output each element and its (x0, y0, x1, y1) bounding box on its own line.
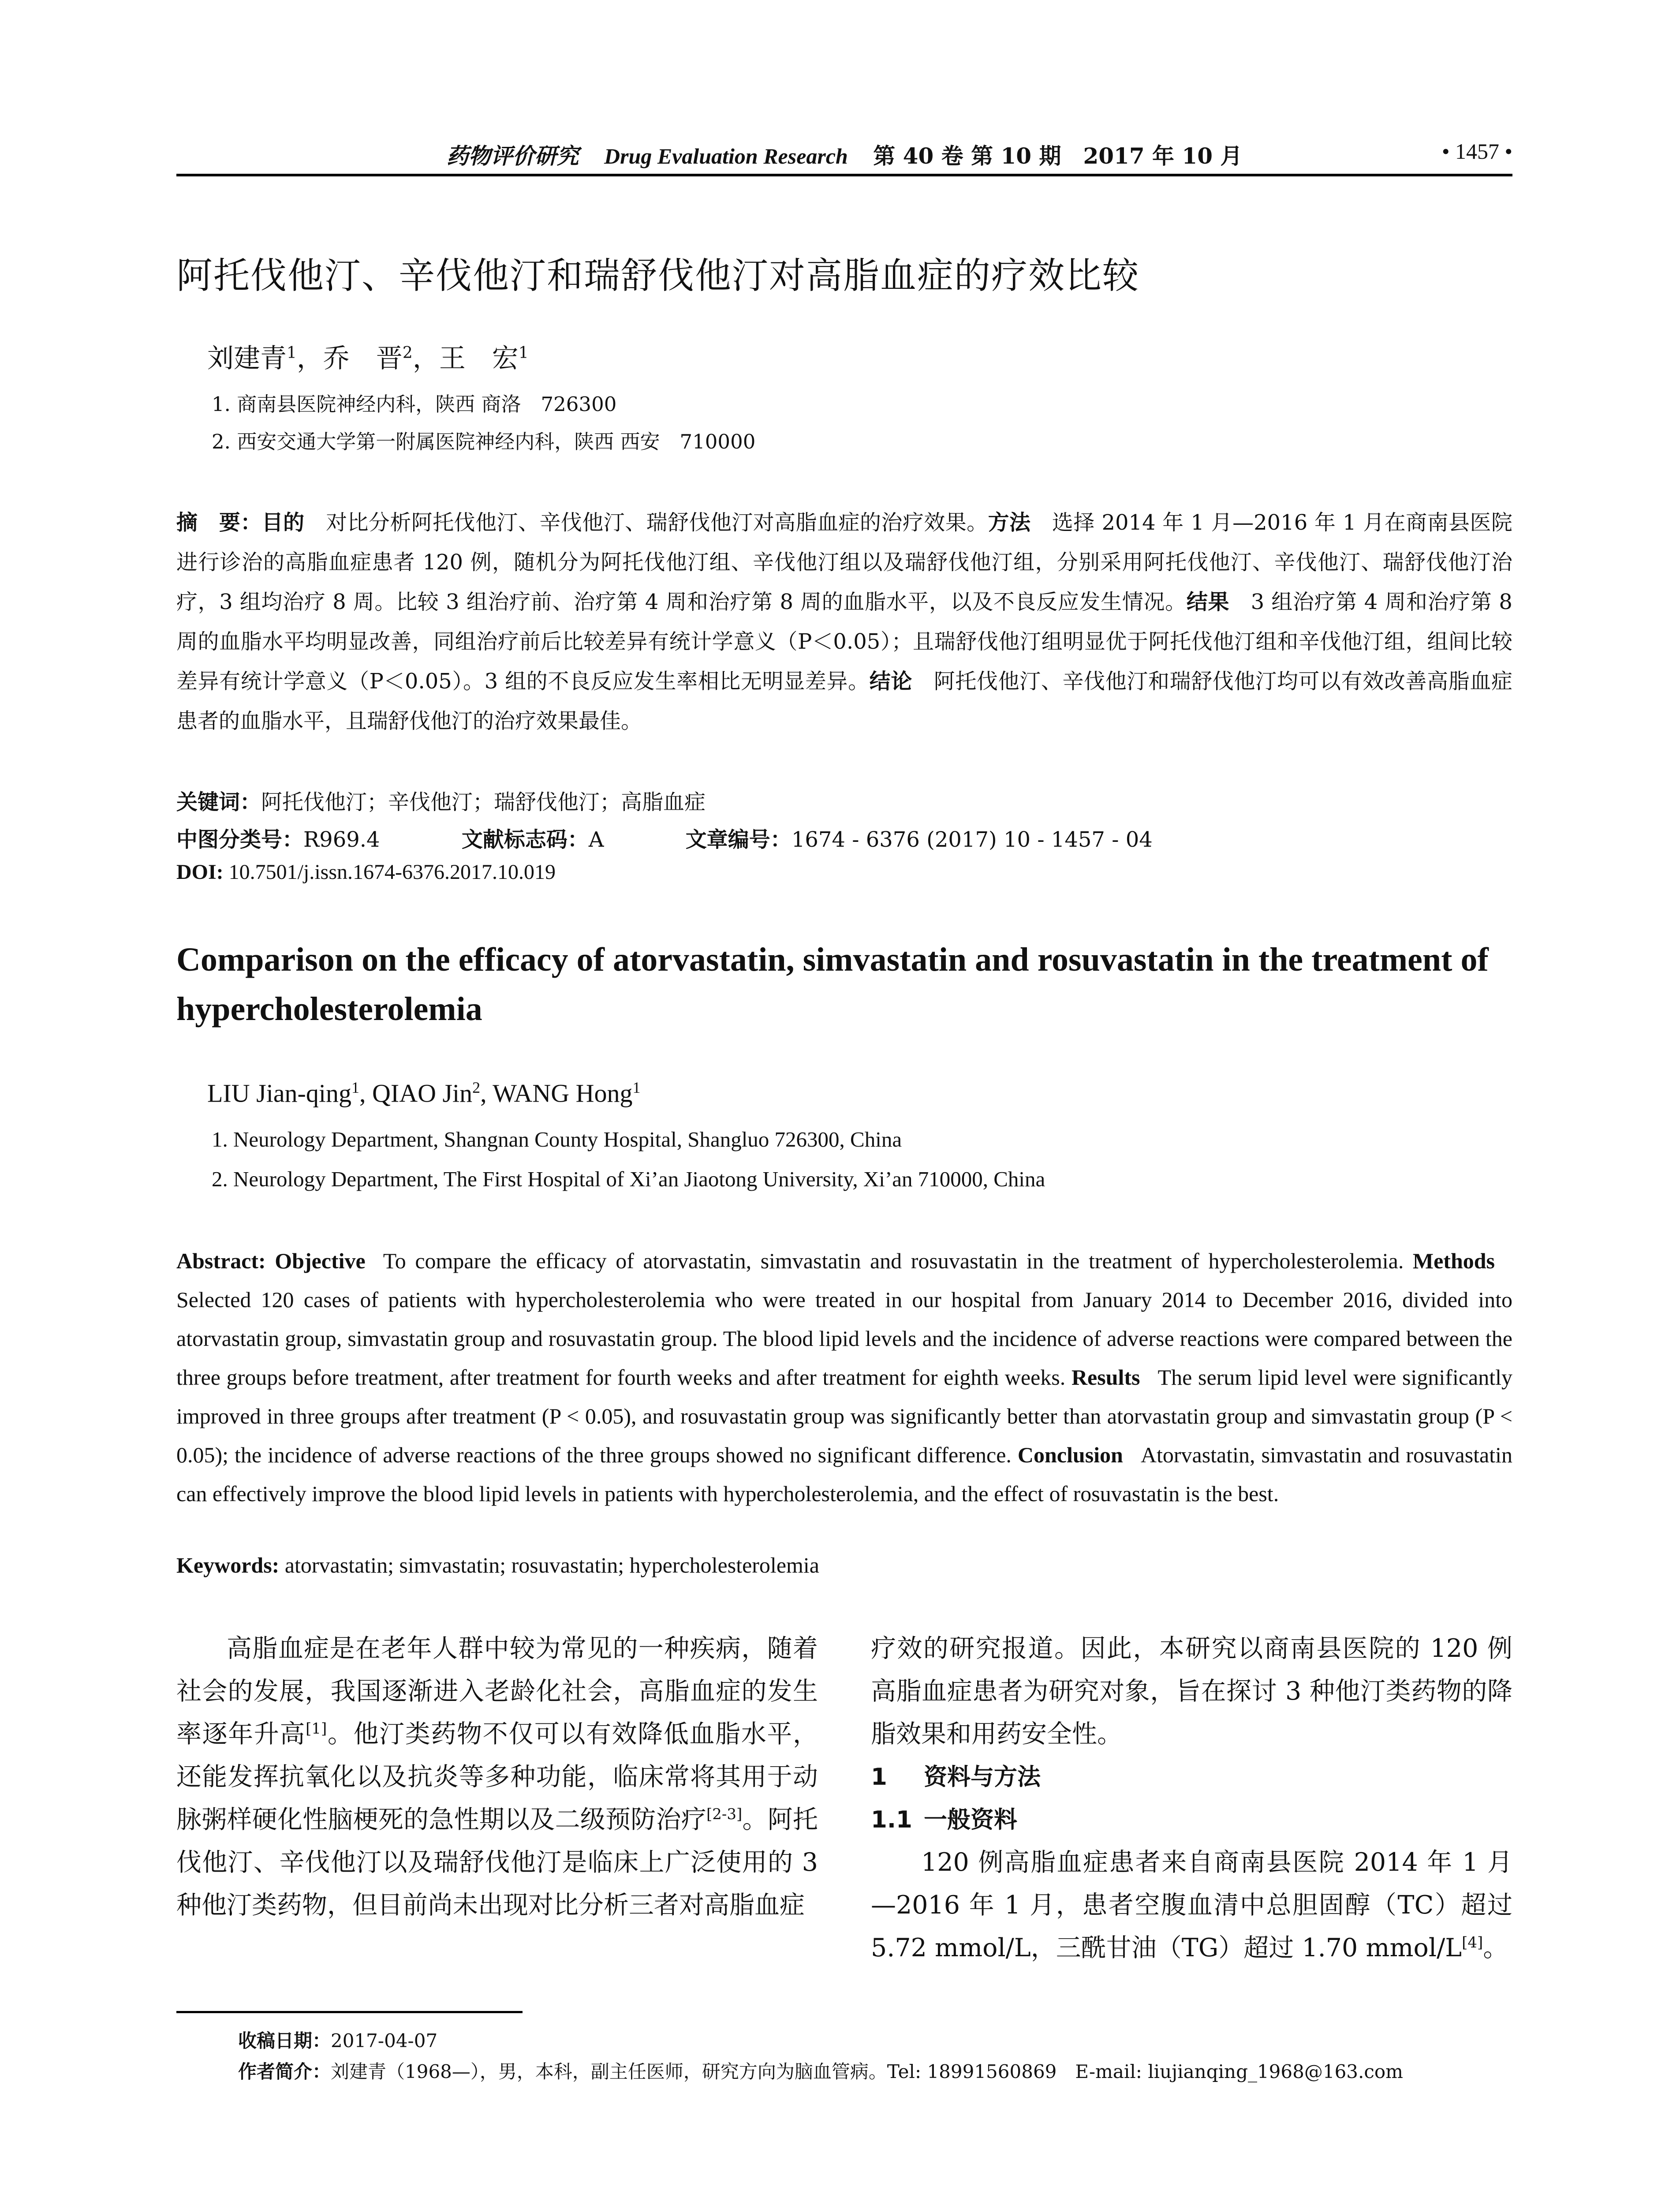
running-header (176, 132, 1512, 176)
doc-code-value: A (588, 827, 604, 852)
clc-value: R969.4 (303, 827, 380, 852)
abstract-cn (176, 503, 1512, 741)
results-label: Results (1071, 1365, 1140, 1390)
keywords-text: 阿托伐他汀；辛伐他汀；瑞舒伐他汀；高脂血症 (261, 790, 706, 815)
clc-number (176, 822, 380, 853)
author-affil-mark: 1 (518, 344, 529, 362)
affiliation-en-1: 1. Neurology Department, Shangnan County Hospital, Shangluo 726300, China (212, 1127, 902, 1151)
subsection-number: 1.1 (871, 1806, 912, 1833)
affiliation-cn-1: 1. 商南县医院神经内科，陕西 商洛 726300 (212, 392, 617, 416)
methods-text: 选择 2014 年 1 月—2016 年 1 月在商南县医院进行诊治的高脂血症患者 120 例，随机分为阿托伐他汀组、辛伐他汀组以及瑞舒伐他汀组，分别采用阿托伐他汀、辛伐他汀、瑞舒伐他汀治疗，3 组均治疗 8 周。比较 3 组治疗前、治疗第 4 周和治疗第 8 周的血脂水平，以及不良反应发生情况。 (176, 510, 1512, 614)
author-separator: ， (296, 343, 323, 374)
classification-line (176, 822, 1512, 853)
objective-text: 对比分析阿托伐他汀、辛伐他汀、瑞舒伐他汀对高脂血症的治疗效果。 (326, 510, 988, 535)
article-no-label: 文章编号： (685, 827, 791, 852)
objective-label: 目的 (261, 510, 305, 535)
received-date (238, 2026, 437, 2053)
issue-info: 第 40 卷 第 10 期 2017 年 10 月 (873, 143, 1243, 169)
general-data-text: 120 例高脂血症患者来自商南县医院 2014 年 1 月—2016 年 1 月，患者空腹血清中总胆固醇（TC）超过 5.72 mmol/L，三酰甘油（TG）超过 1.70 mmol/L (871, 1848, 1512, 1962)
author-name: 刘建青 (207, 343, 287, 374)
conclusion-text: 阿托伐他汀、辛伐他汀和瑞舒伐他汀均可以有效改善高脂血症患者的血脂水平，且瑞舒伐他汀的治疗效果最佳。 (176, 669, 1512, 733)
methods-label: Methods (1412, 1248, 1495, 1273)
keywords-cn (176, 785, 1512, 815)
objective-text: To compare the efficacy of atorvastatin, simvastatin and rosuvastatin in the treatment of hypercholesterolemia. (383, 1248, 1404, 1273)
general-data-end: 。 (1483, 1933, 1508, 1962)
intro-text-1: 高脂血症是在老年人群中较为常见的一种疾病，随着社会的发展，我国逐渐进入老龄化社会，高脂血症的发生率逐年升高 (176, 1634, 818, 1749)
title-en: Comparison on the efficacy of atorvastatin, simvastatin and rosuvastatin in the treatment of hypercholesterolemia (176, 941, 1489, 1028)
citation: [2-3] (706, 1805, 743, 1823)
section-heading (871, 1756, 1512, 1798)
section-number: 1 (871, 1764, 887, 1790)
authors-cn (207, 337, 529, 375)
conclusion-label: 结论 (869, 669, 913, 694)
abstract-label: 摘 要： (176, 510, 262, 535)
author-separator: , (359, 1079, 372, 1108)
journal-name-en: Drug Evaluation Research (604, 144, 848, 168)
intro-paragraph (176, 1627, 818, 1927)
author-affil-mark: 2 (472, 1079, 481, 1096)
section-title: 资料与方法 (924, 1764, 1041, 1790)
journal-info (176, 138, 1512, 170)
conclusion-text: Atorvastatin, simvastatin and rosuvastatin can effectively improve the blood lipid levels in patients with hypercholesterolemia, and the effect of rosuvastatin is the best. (176, 1443, 1513, 1506)
keywords-text: atorvastatin; simvastatin; rosuvastatin; hypercholesterolemia (284, 1553, 819, 1577)
body-column-left (176, 1627, 818, 1927)
footnote-rule (176, 2011, 523, 2013)
title-cn: 阿托伐他汀、辛伐他汀和瑞舒伐他汀对高脂血症的疗效比较 (176, 255, 1140, 297)
author-affil-mark: 1 (287, 344, 297, 362)
article-no-value: 1674 - 6376 (2017) 10 - 1457 - 04 (791, 827, 1153, 852)
affiliation-cn-2: 2. 西安交通大学第一附属医院神经内科，陕西 西安 710000 (212, 430, 756, 453)
methods-text: Selected 120 cases of patients with hypercholesterolemia who were treated in our hospital from January 2014 to December 2016, divided into atorvastatin group, simvastatin group and rosuvastatin group. The blood lipid levels and the incidence of adverse reactions were compared between the three groups before treatment, after treatment for fourth weeks and after treatment for eighth weeks. (176, 1287, 1512, 1390)
objective-label: Objective (275, 1248, 366, 1273)
abstract-label: Abstract: (176, 1248, 266, 1273)
author-bio (238, 2057, 1403, 2084)
received-value: 2017-04-07 (331, 2030, 438, 2052)
doi-label: DOI: (176, 860, 224, 884)
abstract-en (176, 1241, 1512, 1513)
keywords-en (176, 1552, 1512, 1578)
page-number: • 1457 • (1441, 139, 1512, 164)
results-text: The serum lipid level were significantly improved in three groups after treatment (P < 0.05), and rosuvastatin group was significantly better than atorvastatin group and simvastatin group (P < 0.05); the incidence of adverse reactions of the three groups showed no significant difference. (176, 1365, 1513, 1467)
subsection-title: 一般资料 (924, 1806, 1017, 1833)
author-separator: , (480, 1079, 493, 1108)
author-affil-mark: 1 (351, 1079, 359, 1096)
author-name: QIAO Jin (372, 1079, 473, 1108)
author-name: WANG Hong (493, 1079, 633, 1108)
general-data-paragraph (871, 1841, 1512, 1970)
intro-continuation: 疗效的研究报道。因此，本研究以商南县医院的 120 例高脂血症患者为研究对象，旨在探讨 3 种他汀类药物的降脂效果和用药安全性。 (871, 1634, 1512, 1749)
doi-value: 10.7501/j.issn.1674-6376.2017.10.019 (228, 860, 556, 884)
keywords-label: Keywords: (176, 1553, 280, 1577)
body-column-right (871, 1627, 1512, 1970)
received-label: 收稿日期： (238, 2030, 331, 2052)
methods-label: 方法 (988, 510, 1031, 535)
results-text: 3 组治疗第 4 周和治疗第 8 周的血脂水平均明显改善，同组治疗前后比较差异有统计学意义（P＜0.05）；且瑞舒伐他汀组明显优于阿托伐他汀组和辛伐他汀组，组间比较差异有统计学意义（P＜0.05）。3 组的不良反应发生率相比无明显差异。 (176, 590, 1512, 694)
conclusion-label: Conclusion (1017, 1443, 1123, 1467)
author-affil-mark: 2 (402, 344, 413, 362)
citation: [4] (1462, 1934, 1483, 1951)
doi (176, 860, 556, 884)
doc-code-label: 文献标志码： (461, 827, 589, 852)
results-label: 结果 (1186, 590, 1230, 614)
document-code (462, 822, 604, 853)
keywords-label: 关键词： (176, 790, 261, 815)
bio-text: 刘建青（1968—），男，本科，副主任医师，研究方向为脑血管病。Tel: 18991560869 E-mail: liujianqing_1968@163.com (331, 2061, 1403, 2082)
author-name: 乔 晋 (323, 343, 403, 374)
subsection-heading (871, 1798, 1512, 1841)
author-name: LIU Jian-qing (207, 1079, 351, 1108)
journal-name-cn: 药物评价研究 (446, 143, 579, 169)
clc-label: 中图分类号： (176, 827, 304, 852)
author-name: 王 宏 (439, 343, 519, 374)
article-number (686, 822, 1153, 853)
intro-text-2: 。他汀类药物不仅可以有效降低血脂水平，还能发挥抗氧化以及抗炎等多种功能，临床常将其用于动脉粥样硬化性脑梗死的急性期以及二级预防治疗 (176, 1719, 818, 1834)
author-separator: ， (412, 343, 439, 374)
citation: [1] (306, 1720, 327, 1738)
bio-label: 作者简介： (238, 2061, 331, 2082)
author-affil-mark: 1 (632, 1079, 641, 1096)
affiliation-en-2: 2. Neurology Department, The First Hospital of Xi’an Jiaotong University, Xi’an 710000, China (212, 1167, 1045, 1191)
intro-text-3: 。阿托伐他汀、辛伐他汀以及瑞舒伐他汀是临床上广泛使用的 3 种他汀类药物，但目前尚未出现对比分析三者对高脂血症 (176, 1805, 818, 1920)
authors-en (207, 1078, 640, 1108)
